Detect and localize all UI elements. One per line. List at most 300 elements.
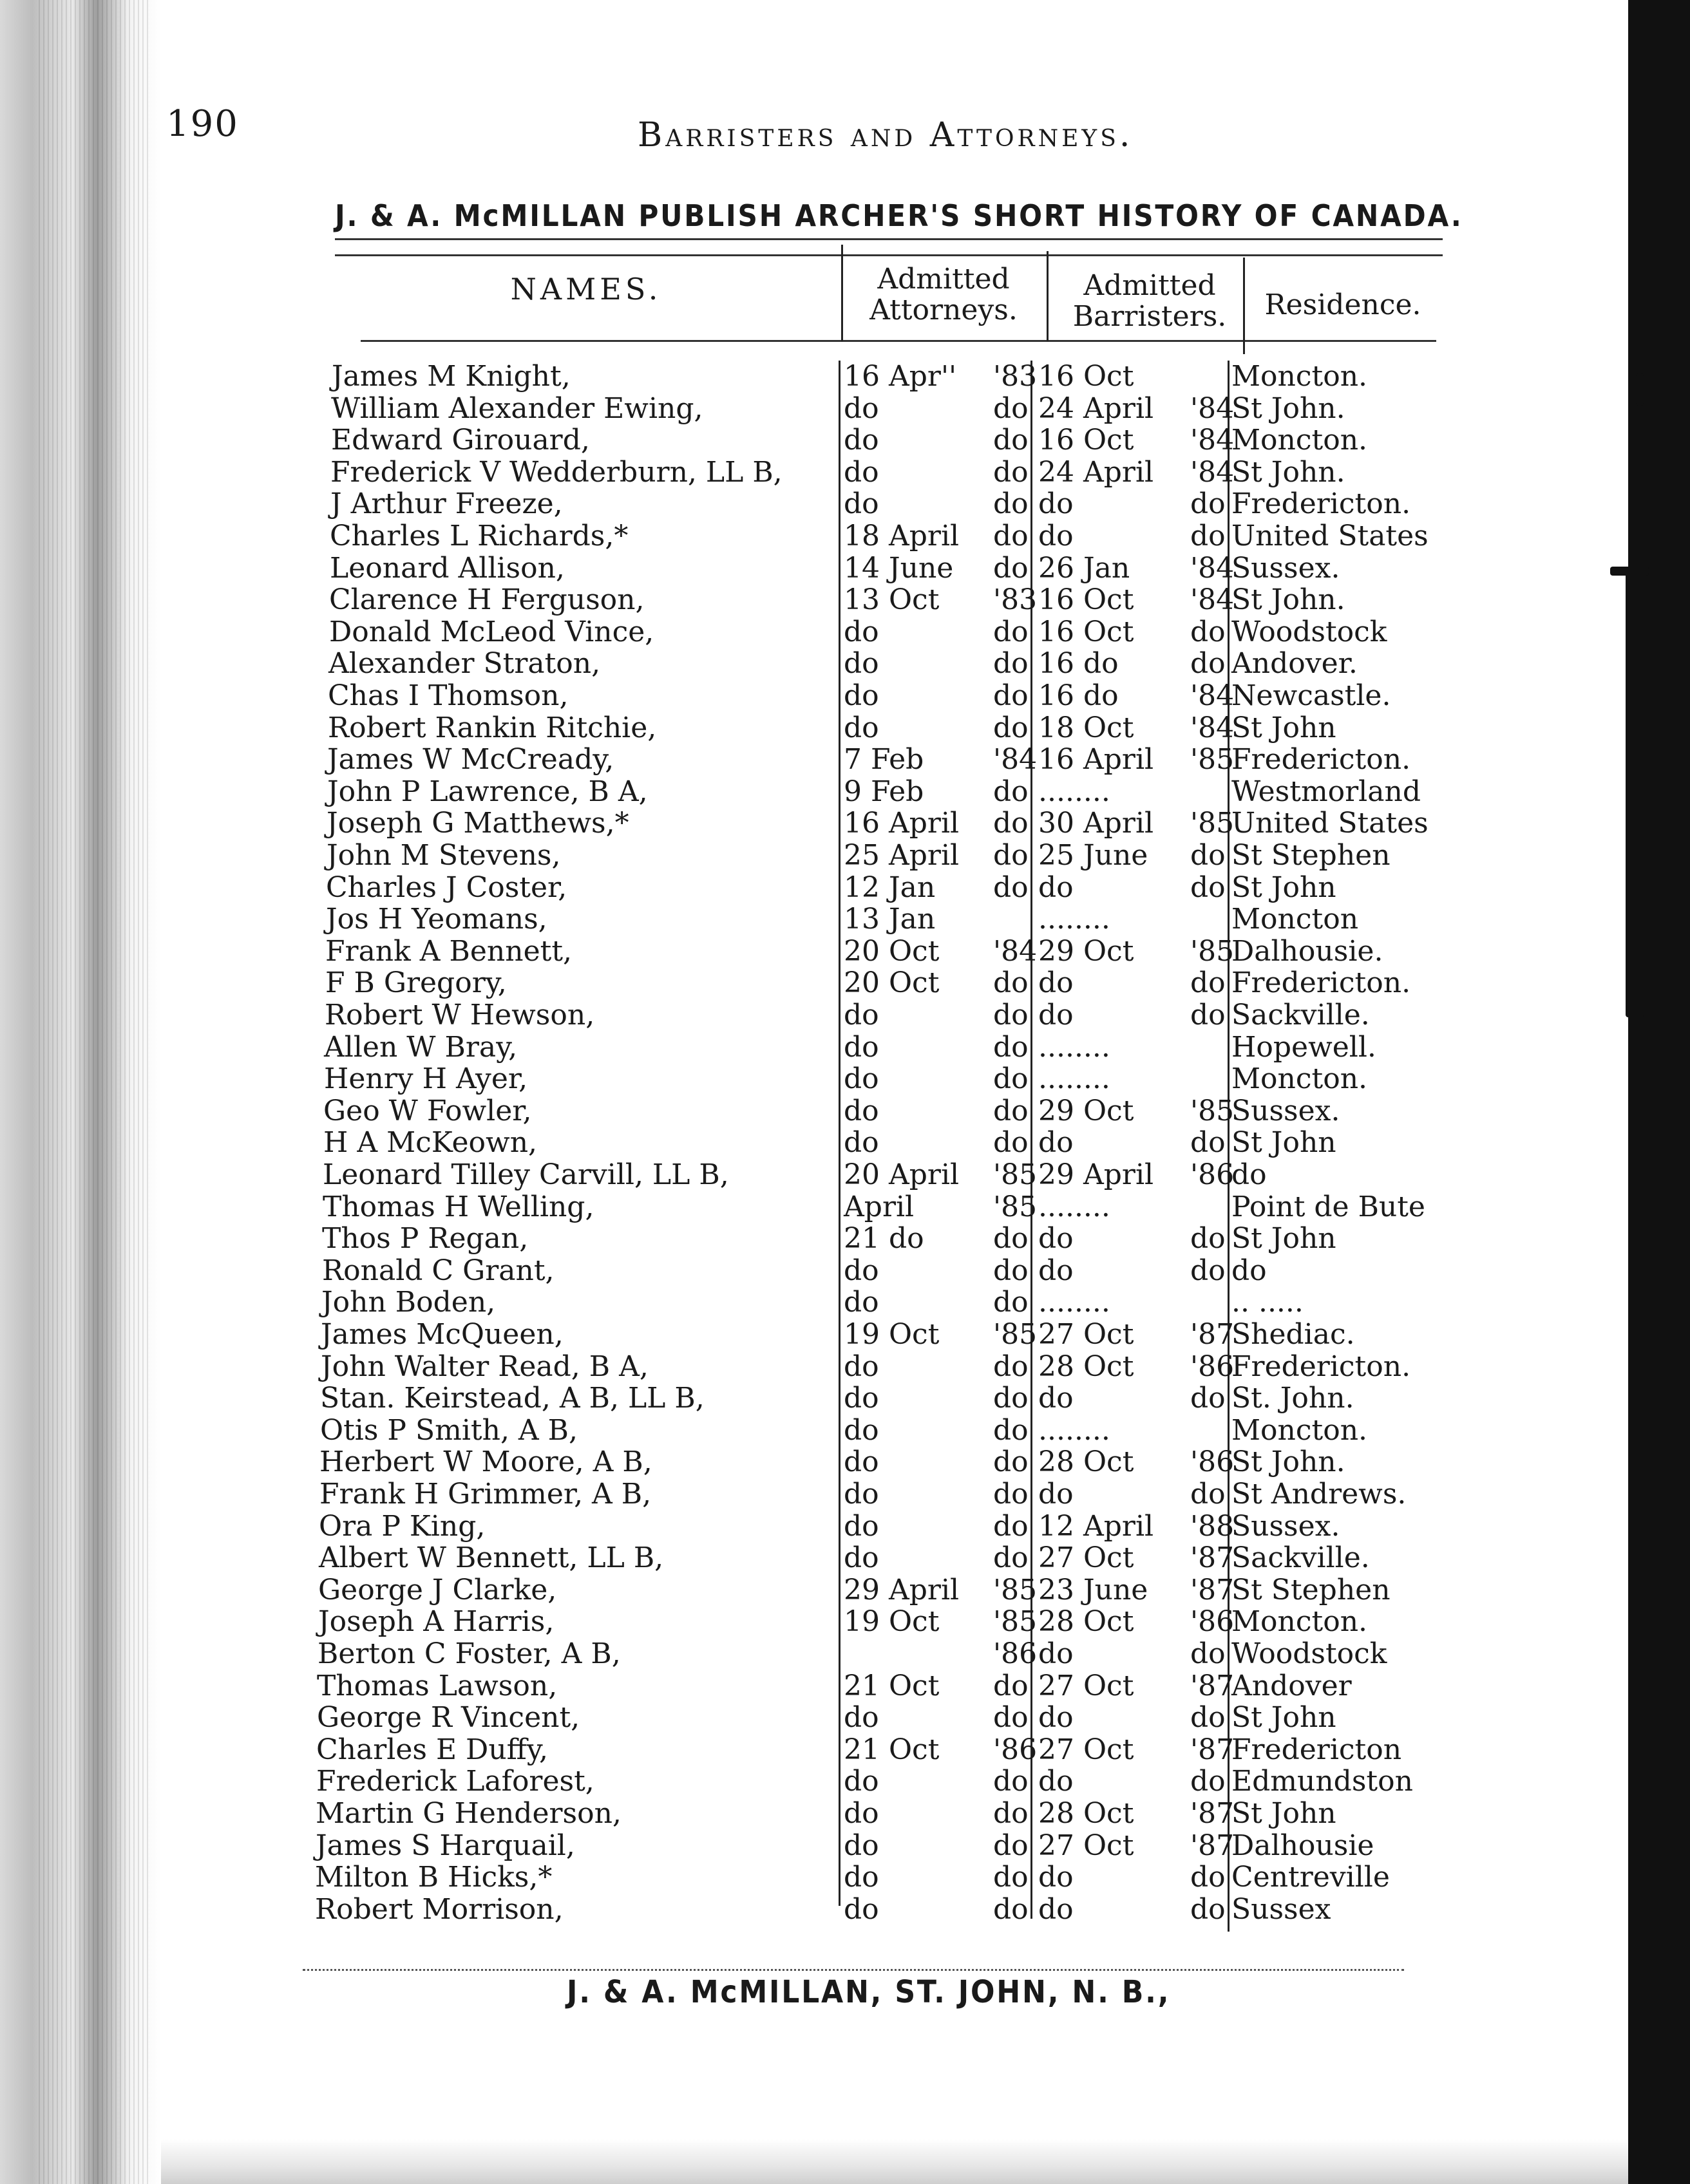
entry-admitted-barrister: do: [1038, 999, 1074, 1031]
column-header-barristers-line1: Admitted: [1083, 269, 1216, 302]
entry-admitted-attorney: do: [844, 1541, 879, 1575]
entry-barrister-year: do: [1190, 487, 1226, 521]
entry-attorney-year: '85: [993, 1573, 1038, 1606]
entry-name: Alexander Straton,: [328, 647, 601, 681]
entry-name: Martin G Henderson,: [316, 1797, 622, 1830]
entry-attorney-year: do: [993, 711, 1029, 744]
entry-attorney-year: do: [993, 839, 1029, 872]
entry-admitted-barrister: 16 Oct: [1038, 583, 1134, 617]
table-row: [0, 999, 1690, 1031]
table-row: [0, 1446, 1690, 1478]
entry-admitted-barrister: 27 Oct: [1038, 1829, 1134, 1862]
entry-residence: St John: [1231, 1797, 1336, 1830]
entry-attorney-year: '85: [993, 1318, 1038, 1351]
entry-name: John Boden,: [321, 1286, 496, 1319]
entry-residence: do: [1231, 1158, 1267, 1191]
entry-admitted-barrister: ........: [1038, 903, 1110, 936]
entry-residence: Point de Bute: [1231, 1190, 1425, 1223]
entry-residence: Fredericton.: [1231, 966, 1411, 1000]
entry-residence: .. .....: [1231, 1286, 1304, 1319]
entry-barrister-year: '87: [1190, 1733, 1235, 1766]
table-row: [0, 903, 1690, 936]
entry-admitted-attorney: do: [844, 1765, 879, 1798]
entry-admitted-attorney: April: [844, 1190, 915, 1223]
entry-residence: Moncton.: [1231, 360, 1368, 393]
entry-admitted-attorney: 20 April: [844, 1158, 960, 1191]
entry-barrister-year: '85: [1190, 934, 1235, 968]
entry-name: Frederick V Wedderburn, LL B,: [330, 455, 783, 489]
entry-admitted-attorney: do: [844, 1701, 879, 1735]
table-row: [0, 1351, 1690, 1383]
page-number: 190: [166, 103, 239, 145]
entry-attorney-year: do: [993, 455, 1029, 489]
entry-residence: St John.: [1231, 391, 1345, 425]
entry-barrister-year: '87: [1190, 1797, 1235, 1830]
table-row: [0, 1542, 1690, 1574]
entry-admitted-barrister: 28 Oct: [1038, 1605, 1134, 1639]
entry-attorney-year: do: [993, 520, 1029, 552]
column-header-attorneys-line2: Attorneys.: [869, 294, 1018, 326]
entry-admitted-barrister: do: [1038, 487, 1074, 521]
entry-admitted-attorney: do: [844, 424, 879, 457]
entry-attorney-year: do: [993, 871, 1029, 904]
entry-residence: Sackville.: [1231, 999, 1370, 1031]
running-head: Barristers and Attorneys.: [638, 116, 1134, 155]
entry-name: Chas I Thomson,: [328, 679, 569, 712]
entry-attorney-year: do: [993, 1062, 1029, 1096]
entry-attorney-year: do: [993, 647, 1029, 681]
entry-residence: do: [1231, 1254, 1267, 1287]
entry-admitted-barrister: ........: [1038, 1286, 1110, 1319]
table-row: [0, 648, 1690, 680]
entry-residence: St. John.: [1231, 1382, 1354, 1415]
entry-barrister-year: do: [1190, 839, 1226, 872]
entry-name: Edward Girouard,: [331, 424, 590, 457]
entry-name: Jos H Yeomans,: [326, 903, 547, 936]
entry-attorney-year: do: [993, 1541, 1029, 1575]
entry-attorney-year: do: [993, 1350, 1029, 1383]
entry-admitted-attorney: do: [844, 1094, 879, 1127]
entry-name: Milton B Hicks,*: [315, 1861, 553, 1894]
table-row: [0, 1861, 1690, 1894]
table-row: [0, 1830, 1690, 1862]
entry-residence: Moncton.: [1231, 1413, 1368, 1447]
entry-residence: St John.: [1231, 1445, 1345, 1479]
table-row: [0, 1223, 1690, 1255]
table-row: [0, 1319, 1690, 1351]
entry-name: Frank A Bennett,: [325, 934, 572, 968]
header-rule: [335, 238, 1443, 240]
entry-name: James S Harquail,: [316, 1829, 575, 1862]
entry-residence: Fredericton: [1231, 1733, 1402, 1766]
entry-admitted-barrister: 24 April: [1038, 455, 1154, 489]
table-row: [0, 361, 1690, 393]
entry-residence: Sussex.: [1231, 1094, 1340, 1127]
entry-residence: United States: [1231, 807, 1429, 840]
table-row: [0, 967, 1690, 999]
entry-barrister-year: '85: [1190, 1094, 1235, 1127]
entry-admitted-attorney: do: [844, 1030, 879, 1064]
entry-barrister-year: '87: [1190, 1318, 1235, 1351]
entry-admitted-barrister: 18 Oct: [1038, 711, 1134, 744]
entry-admitted-attorney: do: [844, 1445, 879, 1479]
entry-attorney-year: '86: [993, 1733, 1038, 1766]
entry-name: Charles L Richards,*: [330, 520, 629, 552]
entry-attorney-year: '84: [993, 743, 1038, 777]
entry-name: F B Gregory,: [325, 966, 507, 1000]
table-row: [0, 1702, 1690, 1734]
entry-residence: Fredericton.: [1231, 743, 1411, 777]
entry-admitted-barrister: do: [1038, 871, 1074, 904]
entry-barrister-year: '85: [1190, 743, 1235, 777]
table-row: [0, 1798, 1690, 1830]
entry-admitted-attorney: do: [844, 1382, 879, 1415]
entry-admitted-barrister: ........: [1038, 775, 1110, 808]
column-header-barristers: [1056, 270, 1243, 332]
entry-barrister-year: '84: [1190, 679, 1235, 712]
entry-barrister-year: '84: [1190, 391, 1235, 425]
entry-residence: St John: [1231, 1222, 1336, 1256]
table-row: [0, 776, 1690, 808]
entry-admitted-barrister: do: [1038, 1637, 1074, 1670]
entry-name: Thos P Regan,: [322, 1222, 529, 1256]
entry-attorney-year: '85: [993, 1605, 1038, 1639]
table-row: [0, 872, 1690, 904]
entry-attorney-year: do: [993, 551, 1029, 585]
entry-attorney-year: do: [993, 1030, 1029, 1064]
entry-admitted-attorney: do: [844, 1413, 879, 1447]
table-row: [0, 712, 1690, 744]
entry-barrister-year: do: [1190, 1637, 1226, 1670]
entry-residence: Moncton.: [1231, 424, 1368, 457]
table-row: [0, 1511, 1690, 1543]
entry-admitted-barrister: 29 Oct: [1038, 934, 1134, 968]
table-row: [0, 1031, 1690, 1064]
entry-barrister-year: '84: [1190, 711, 1235, 744]
entry-name: Frank H Grimmer, A B,: [319, 1478, 652, 1511]
entry-admitted-barrister: ........: [1038, 1062, 1110, 1096]
entry-attorney-year: do: [993, 487, 1029, 521]
entry-admitted-barrister: do: [1038, 1892, 1074, 1926]
entry-attorney-year: do: [993, 1509, 1029, 1543]
entry-attorney-year: do: [993, 391, 1029, 425]
entry-attorney-year: do: [993, 1222, 1029, 1256]
entry-admitted-attorney: do: [844, 1286, 879, 1319]
entry-attorney-year: do: [993, 1413, 1029, 1447]
entry-attorney-year: do: [993, 1094, 1029, 1127]
entry-admitted-attorney: 16 Apr'': [844, 360, 957, 393]
entry-residence: Fredericton.: [1231, 1350, 1411, 1383]
entry-admitted-attorney: do: [844, 1509, 879, 1543]
entry-attorney-year: do: [993, 1765, 1029, 1798]
entry-admitted-barrister: do: [1038, 1254, 1074, 1287]
entry-attorney-year: do: [993, 424, 1029, 457]
entry-admitted-attorney: do: [844, 1478, 879, 1511]
entry-admitted-barrister: do: [1038, 966, 1074, 1000]
entry-attorney-year: do: [993, 1829, 1029, 1862]
table-row: [0, 1382, 1690, 1415]
entry-barrister-year: '84: [1190, 583, 1235, 617]
entry-admitted-barrister: 27 Oct: [1038, 1733, 1134, 1766]
entry-name: Ora P King,: [319, 1509, 486, 1543]
entry-admitted-barrister: 26 Jan: [1038, 551, 1130, 585]
entry-barrister-year: '84: [1190, 455, 1235, 489]
column-header-barristers-line2: Barristers.: [1072, 300, 1227, 333]
table-row: [0, 807, 1690, 840]
entry-barrister-year: do: [1190, 999, 1226, 1031]
entry-attorney-year: '85: [993, 1158, 1038, 1191]
entry-residence: Sussex.: [1231, 551, 1340, 585]
table-row: [0, 584, 1690, 616]
entry-barrister-year: do: [1190, 1765, 1226, 1798]
table-row: [0, 1127, 1690, 1159]
entry-admitted-attorney: do: [844, 647, 879, 681]
entry-residence: Andover: [1231, 1669, 1352, 1702]
entry-barrister-year: do: [1190, 1254, 1226, 1287]
entry-attorney-year: do: [993, 966, 1029, 1000]
entry-admitted-attorney: do: [844, 487, 879, 521]
entry-name: Thomas Lawson,: [317, 1669, 558, 1702]
table-row: [0, 520, 1690, 552]
entry-admitted-barrister: 28 Oct: [1038, 1797, 1134, 1830]
table-row: [0, 1734, 1690, 1766]
entry-admitted-barrister: ........: [1038, 1413, 1110, 1447]
entry-name: Frederick Laforest,: [316, 1765, 594, 1798]
table-row: [0, 1159, 1690, 1191]
entry-admitted-barrister: 12 April: [1038, 1509, 1154, 1543]
entry-admitted-attorney: do: [844, 615, 879, 648]
entry-admitted-attorney: do: [844, 1062, 879, 1096]
entry-admitted-barrister: 27 Oct: [1038, 1541, 1134, 1575]
entry-barrister-year: '87: [1190, 1669, 1235, 1702]
column-header-attorneys: [850, 264, 1037, 326]
table-row: [0, 1191, 1690, 1223]
entry-admitted-barrister: do: [1038, 1765, 1074, 1798]
table-row: [0, 1765, 1690, 1798]
entry-name: Thomas H Welling,: [323, 1190, 594, 1223]
entry-admitted-attorney: do: [844, 1797, 879, 1830]
entry-admitted-attorney: 18 April: [844, 520, 960, 552]
entry-admitted-barrister: do: [1038, 1126, 1074, 1160]
table-row: [0, 552, 1690, 585]
entry-name: Charles J Coster,: [326, 871, 567, 904]
entry-residence: Shediac.: [1231, 1318, 1355, 1351]
entry-name: George R Vincent,: [317, 1701, 580, 1735]
entry-name: Charles E Duffy,: [316, 1733, 548, 1766]
entry-admitted-barrister: 28 Oct: [1038, 1350, 1134, 1383]
entry-admitted-barrister: 16 Oct: [1038, 424, 1134, 457]
entry-barrister-year: do: [1190, 1382, 1226, 1415]
entry-admitted-barrister: do: [1038, 520, 1074, 552]
entry-residence: Hopewell.: [1231, 1030, 1376, 1064]
entry-admitted-attorney: 29 April: [844, 1573, 960, 1606]
entry-name: Clarence H Ferguson,: [329, 583, 645, 617]
entry-barrister-year: do: [1190, 1861, 1226, 1894]
entry-name: Ronald C Grant,: [322, 1254, 555, 1287]
entry-name: J Arthur Freeze,: [330, 487, 563, 521]
entry-attorney-year: '83: [993, 360, 1038, 393]
entry-admitted-attorney: 20 Oct: [844, 966, 940, 1000]
table-row: [0, 488, 1690, 520]
entry-admitted-attorney: do: [844, 1861, 879, 1894]
entry-barrister-year: '86: [1190, 1158, 1235, 1191]
table-row: [0, 393, 1690, 425]
table-row: [0, 1894, 1690, 1926]
entry-admitted-barrister: do: [1038, 1861, 1074, 1894]
entry-attorney-year: do: [993, 1254, 1029, 1287]
entry-admitted-barrister: do: [1038, 1478, 1074, 1511]
footer-rule: [303, 1969, 1404, 1971]
table-row: [0, 1478, 1690, 1511]
column-header-attorneys-line1: Admitted: [877, 263, 1010, 296]
entry-barrister-year: do: [1190, 615, 1226, 648]
entry-admitted-attorney: 25 April: [844, 839, 960, 872]
entry-residence: Dalhousie: [1231, 1829, 1374, 1862]
entry-residence: St John: [1231, 1126, 1336, 1160]
entry-name: Geo W Fowler,: [323, 1094, 532, 1127]
table-row: [0, 936, 1690, 968]
entry-admitted-attorney: 12 Jan: [844, 871, 936, 904]
column-header-names: NAMES.: [510, 272, 662, 306]
entry-attorney-year: do: [993, 615, 1029, 648]
table-row: [0, 1095, 1690, 1127]
table-row: [0, 680, 1690, 712]
entry-barrister-year: '86: [1190, 1605, 1235, 1639]
entry-admitted-barrister: do: [1038, 1382, 1074, 1415]
entry-residence: Moncton.: [1231, 1605, 1368, 1639]
entry-admitted-attorney: do: [844, 1350, 879, 1383]
table-row: [0, 1286, 1690, 1319]
entry-admitted-attorney: do: [844, 711, 879, 744]
entry-admitted-attorney: do: [844, 1254, 879, 1287]
entry-barrister-year: do: [1190, 1701, 1226, 1735]
entry-attorney-year: '83: [993, 583, 1038, 617]
column-header-residence: Residence.: [1264, 288, 1421, 321]
advertisement-banner-top: J. & A. McMILLAN PUBLISH ARCHER'S SHORT HISTORY OF CANADA.: [335, 198, 1463, 233]
table-row: [0, 840, 1690, 872]
entry-attorney-year: do: [993, 1478, 1029, 1511]
column-divider: [1243, 258, 1245, 354]
entry-residence: Fredericton.: [1231, 487, 1411, 521]
entry-barrister-year: '86: [1190, 1445, 1235, 1479]
entry-admitted-attorney: do: [844, 1126, 879, 1160]
table-row: [0, 1063, 1690, 1095]
table-row: [0, 616, 1690, 648]
entry-attorney-year: '84: [993, 934, 1038, 968]
entry-admitted-barrister: 25 June: [1038, 839, 1148, 872]
entry-admitted-attorney: 19 Oct: [844, 1318, 940, 1351]
entry-admitted-attorney: do: [844, 391, 879, 425]
entry-attorney-year: do: [993, 1445, 1029, 1479]
entry-residence: Moncton.: [1231, 1062, 1368, 1096]
entry-admitted-barrister: do: [1038, 1701, 1074, 1735]
entry-admitted-barrister: 29 Oct: [1038, 1094, 1134, 1127]
entry-name: Robert Rankin Ritchie,: [328, 711, 657, 744]
entry-barrister-year: '87: [1190, 1541, 1235, 1575]
entry-admitted-attorney: do: [844, 999, 879, 1031]
entry-admitted-barrister: 28 Oct: [1038, 1445, 1134, 1479]
entry-barrister-year: do: [1190, 520, 1226, 552]
entry-attorney-year: do: [993, 807, 1029, 840]
entry-residence: St Andrews.: [1231, 1478, 1407, 1511]
entry-name: H A McKeown,: [323, 1126, 538, 1160]
entry-barrister-year: do: [1190, 1126, 1226, 1160]
entry-admitted-attorney: do: [844, 455, 879, 489]
table-row: [0, 1415, 1690, 1447]
table-row: [0, 1638, 1690, 1670]
entry-admitted-barrister: 16 Oct: [1038, 360, 1134, 393]
entry-admitted-barrister: 27 Oct: [1038, 1669, 1134, 1702]
entry-name: John Walter Read, B A,: [321, 1350, 649, 1383]
entry-admitted-attorney: 16 April: [844, 807, 960, 840]
entry-admitted-barrister: 24 April: [1038, 391, 1154, 425]
entry-name: William Alexander Ewing,: [331, 391, 703, 425]
entry-residence: Edmundston: [1231, 1765, 1413, 1798]
entry-attorney-year: do: [993, 1669, 1029, 1702]
entry-attorney-year: do: [993, 1861, 1029, 1894]
entry-barrister-year: '86: [1190, 1350, 1235, 1383]
table-row: [0, 424, 1690, 457]
entry-residence: Dalhousie.: [1231, 934, 1383, 968]
entry-admitted-attorney: 14 June: [844, 551, 954, 585]
column-divider: [841, 245, 843, 341]
entry-name: Joseph G Matthews,*: [327, 807, 629, 840]
entry-name: Henry H Ayer,: [324, 1062, 528, 1096]
entry-admitted-attorney: 19 Oct: [844, 1605, 940, 1639]
entry-attorney-year: do: [993, 999, 1029, 1031]
entry-admitted-barrister: ........: [1038, 1030, 1110, 1064]
entry-residence: St John.: [1231, 455, 1345, 489]
entry-admitted-attorney: 20 Oct: [844, 934, 940, 968]
entry-attorney-year: do: [993, 1286, 1029, 1319]
entry-residence: St Stephen: [1231, 839, 1391, 872]
entry-barrister-year: '87: [1190, 1829, 1235, 1862]
entry-attorney-year: do: [993, 1797, 1029, 1830]
entry-admitted-barrister: 16 do: [1038, 647, 1119, 681]
entry-attorney-year: '86: [993, 1637, 1038, 1670]
entry-attorney-year: '85: [993, 1190, 1038, 1223]
header-bottom-rule: [361, 340, 1436, 342]
entry-residence: St John.: [1231, 583, 1345, 617]
entry-residence: Westmorland: [1231, 775, 1421, 808]
entry-name: James W McCready,: [327, 743, 614, 777]
entry-residence: St John: [1231, 1701, 1336, 1735]
entry-residence: St Stephen: [1231, 1573, 1391, 1606]
entry-barrister-year: do: [1190, 647, 1226, 681]
entry-barrister-year: do: [1190, 966, 1226, 1000]
entry-admitted-barrister: 23 June: [1038, 1573, 1148, 1606]
entry-admitted-attorney: 13 Jan: [844, 903, 936, 936]
entry-name: Herbert W Moore, A B,: [319, 1445, 652, 1479]
table-row: [0, 457, 1690, 489]
advertisement-banner-bottom: J. & A. McMILLAN, ST. JOHN, N. B.,: [567, 1974, 1171, 2010]
entry-barrister-year: '84: [1190, 424, 1235, 457]
table-row: [0, 1606, 1690, 1638]
entry-attorney-year: do: [993, 1126, 1029, 1160]
entry-barrister-year: '85: [1190, 807, 1235, 840]
entry-name: Donald McLeod Vince,: [329, 615, 654, 648]
entry-barrister-year: do: [1190, 1892, 1226, 1926]
entry-residence: United States: [1231, 520, 1429, 552]
header-rule: [335, 254, 1443, 256]
entry-admitted-attorney: 7 Feb: [844, 743, 924, 777]
entry-name: John P Lawrence, B A,: [327, 775, 648, 808]
entry-attorney-year: do: [993, 679, 1029, 712]
table-row: [0, 1574, 1690, 1606]
entry-residence: Sackville.: [1231, 1541, 1370, 1575]
entry-admitted-barrister: 27 Oct: [1038, 1318, 1134, 1351]
entry-barrister-year: '87: [1190, 1573, 1235, 1606]
